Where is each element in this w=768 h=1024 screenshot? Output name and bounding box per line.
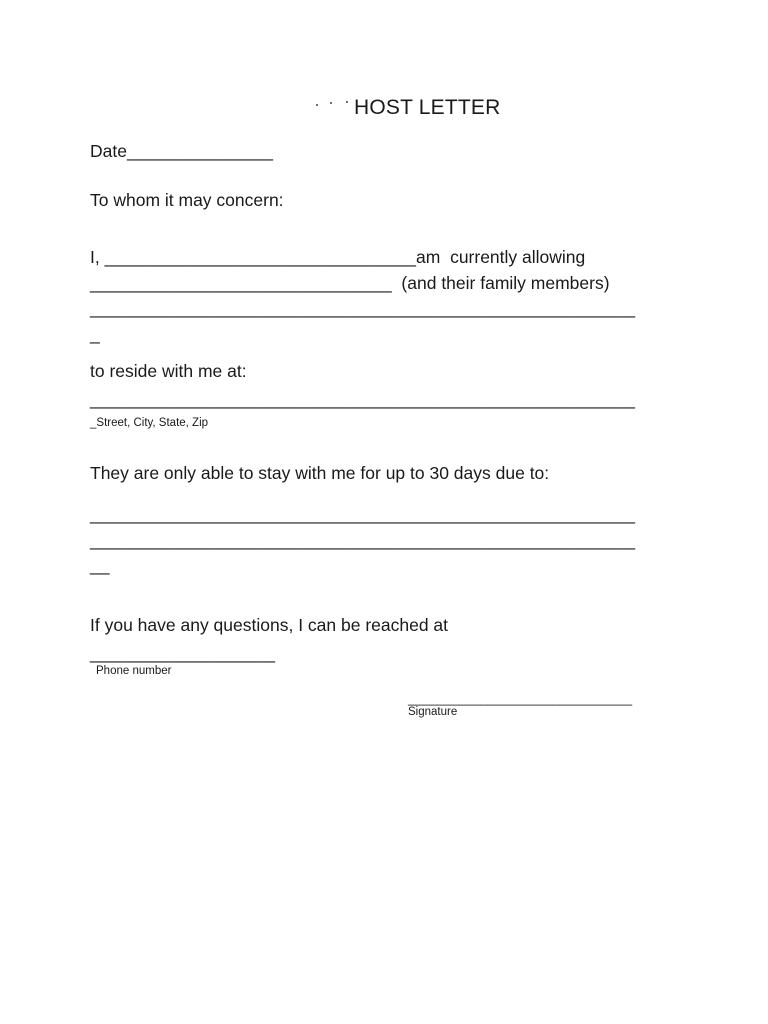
reason-blank-line-1: ________________________________________________________: [90, 504, 636, 524]
guest-name-continuation-line: ________________________________________________________: [90, 298, 636, 318]
phone-blank-line: ___________________: [90, 643, 275, 663]
address-caption: _Street, City, State, Zip: [90, 417, 209, 429]
reason-blank-line-2: ________________________________________________________: [90, 530, 636, 550]
phone-caption: Phone number: [96, 665, 172, 677]
guest-name-line: _______________________________ (and their family members): [90, 273, 610, 293]
reason-blank-line-3: __: [90, 555, 110, 575]
decorative-specks: [314, 100, 350, 108]
date-line: Date_______________: [90, 141, 273, 161]
document-title: HOST LETTER: [354, 96, 501, 119]
stay-reason-statement: They are only able to stay with me for up to 30 days due to:: [90, 463, 550, 483]
address-blank-line: ________________________________________________________: [90, 389, 636, 409]
contact-statement: If you have any questions, I can be reached at: [90, 615, 449, 635]
signature-blank-line: _______________________________: [408, 691, 633, 706]
guest-name-continuation-end: _: [90, 324, 100, 344]
signature-caption: Signature: [408, 706, 458, 718]
salutation: To whom it may concern:: [90, 190, 284, 210]
host-name-line: I, ________________________________am currently allowing: [90, 247, 586, 267]
reside-statement: to reside with me at:: [90, 361, 247, 381]
